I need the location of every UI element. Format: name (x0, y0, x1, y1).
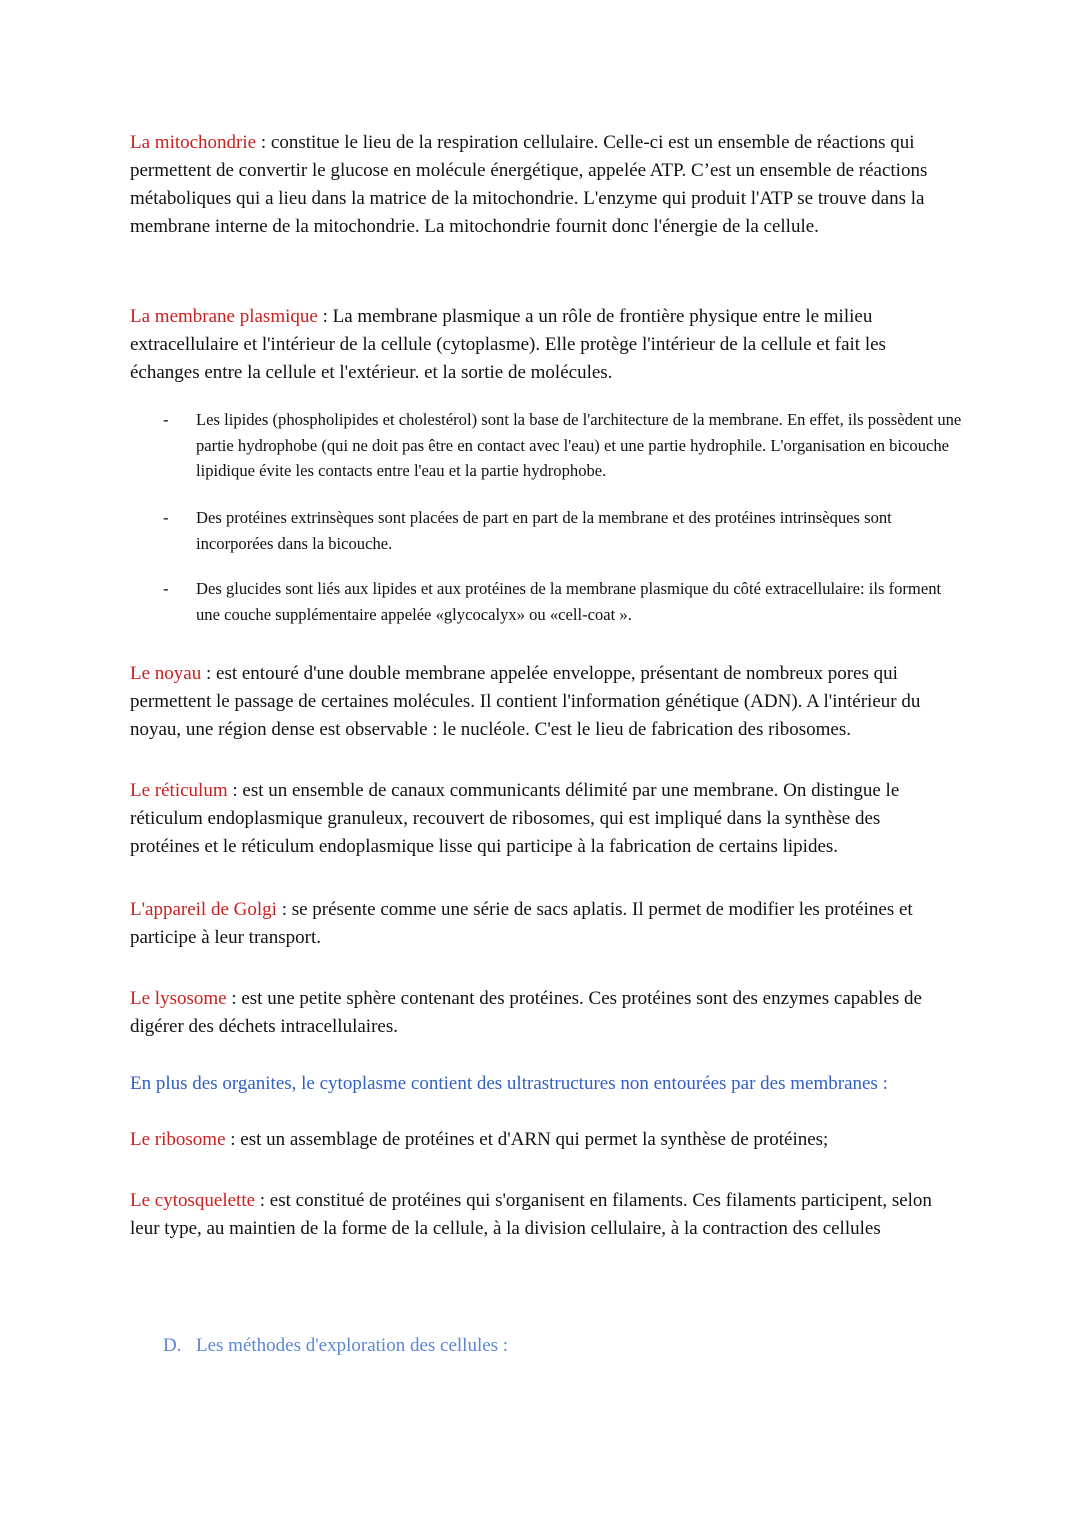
paragraph-lysosome (130, 985, 950, 1041)
term-noyau: Le noyau (130, 663, 202, 684)
definition-membrane-plasmique: : La membrane plasmique a un rôle de frontière physique entre le milieu extracellulaire et l'intérieur de la cellule (cytoplasme). Elle protège l'intérieur de la cellule et fait les échanges entre la cellule et l'extérieur. et la sortie de molécules. (130, 306, 886, 383)
term-ribosome: Le ribosome (130, 1129, 226, 1150)
section-letter: D. (163, 1335, 182, 1356)
paragraph-ribosome (130, 1126, 950, 1154)
term-mitochondrie: La mitochondrie (130, 132, 257, 153)
term-membrane-plasmique: La membrane plasmique (130, 306, 318, 327)
term-golgi: L'appareil de Golgi (130, 899, 277, 920)
definition-ribosome: : est un assemblage de protéines et d'ARN qui permet la synthèse de protéines; (225, 1129, 829, 1150)
paragraph-mitochondrie (130, 129, 950, 241)
paragraph-noyau (130, 660, 950, 744)
bullet-text: Les lipides (phospholipides et cholestérol) sont la base de l'architecture de la membrane. En effet, ils possèdent une partie hydrophobe (qui ne doit pas être en contact avec l'eau) et une partie hydrophile. L'organisation en bicouche lipidique évite les contacts entre l'eau et la partie hydrophobe. (196, 410, 962, 480)
section-heading-d (163, 1332, 508, 1360)
bullet-dash-icon: - (163, 410, 169, 429)
bullet-text: Des glucides sont liés aux lipides et aux protéines de la membrane plasmique du côté extracellulaire: ils forment une couche supplémentaire appelée «glycocalyx» ou «cell-coat ». (196, 579, 942, 624)
bullet-item-lipides (163, 407, 963, 484)
bullet-text: Des protéines extrinsèques sont placées de part en part de la membrane et des protéines intrinsèques sont incorporées dans la bicouche. (196, 508, 892, 553)
term-reticulum: Le réticulum (130, 780, 228, 801)
section-title: Les méthodes d'exploration des cellules : (196, 1335, 509, 1356)
paragraph-cytosquelette (130, 1187, 950, 1243)
bullet-dash-icon: - (163, 579, 169, 598)
definition-reticulum: : est un ensemble de canaux communicants délimité par une membrane. On distingue le réticulum endoplasmique granuleux, recouvert de ribosomes, qui est impliqué dans la synthèse des protéines et le réticulum endoplasmique lisse qui participe à la fabrication de certains lipides. (130, 780, 900, 857)
definition-mitochondrie: : constitue le lieu de la respiration cellulaire. Celle-ci est un ensemble de réactions qui permettent de convertir le glucose en molécule énergétique, appelée ATP. C’est un ensemble de réactions métaboliques qui a lieu dans la matrice de la mitochondrie. L'enzyme qui produit l'ATP se trouve dans la membrane interne de la mitochondrie. La mitochondrie fournit donc l'énergie de la cellule. (130, 132, 928, 237)
paragraph-reticulum (130, 777, 950, 861)
bullet-item-proteines (163, 505, 963, 556)
term-lysosome: Le lysosome (130, 988, 227, 1009)
term-cytosquelette: Le cytosquelette (130, 1190, 256, 1211)
paragraph-membrane-plasmique (130, 303, 950, 387)
paragraph-golgi (130, 896, 950, 952)
bullet-item-glucides (163, 576, 963, 627)
transition-note: En plus des organites, le cytoplasme contient des ultrastructures non entourées par des membranes : (130, 1073, 888, 1094)
definition-lysosome: : est une petite sphère contenant des protéines. Ces protéines sont des enzymes capables de digérer des déchets intracellulaires. (130, 988, 922, 1037)
definition-noyau: : est entouré d'une double membrane appelée enveloppe, présentant de nombreux pores qui permettent le passage de certaines molécules. Il contient l'information génétique (ADN). A l'intérieur du noyau, une région dense est observable : le nucléole. C'est le lieu de fabrication des ribosomes. (130, 663, 921, 740)
bullet-dash-icon: - (163, 508, 169, 527)
definition-cytosquelette: : est constitué de protéines qui s'organisent en filaments. Ces filaments participent, selon leur type, au maintien de la forme de la cellule, à la division cellulaire, à la contraction des cellules (130, 1190, 932, 1239)
definition-golgi: : se présente comme une série de sacs aplatis. Il permet de modifier les protéines et participe à leur transport. (130, 899, 913, 948)
